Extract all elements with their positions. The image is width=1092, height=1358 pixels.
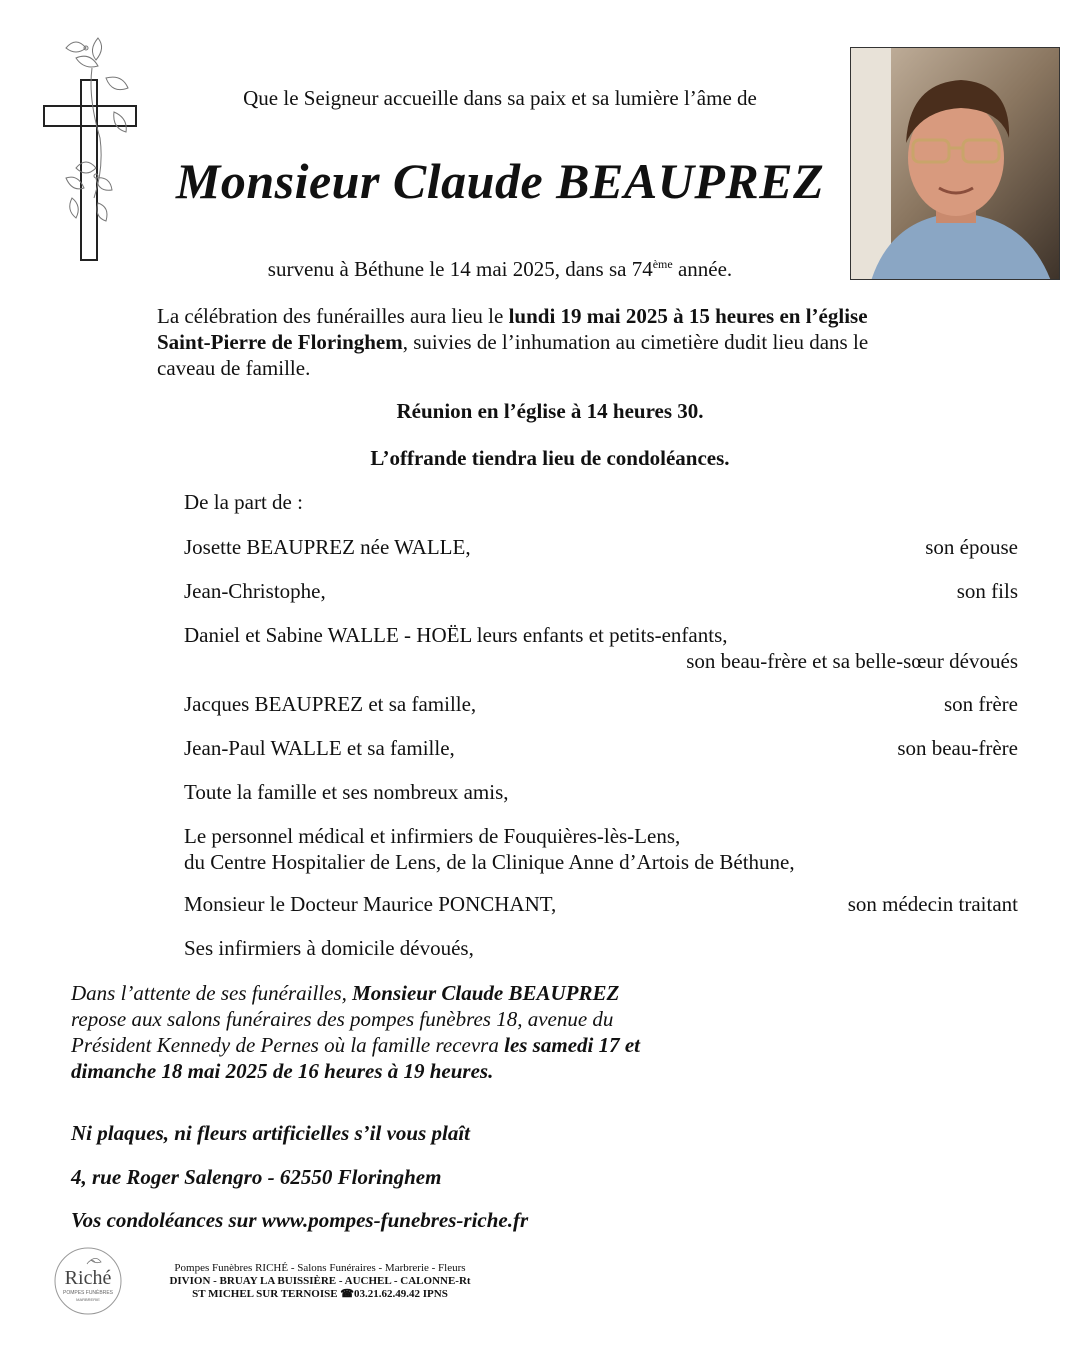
family-row: Daniel et Sabine WALLE - HOËL leurs enfants et petits-enfants, son beau-frère et sa belle-sœur dévoués <box>184 623 1018 673</box>
family-intro: De la part de : <box>184 490 303 514</box>
cross-with-flowers-icon <box>36 28 146 268</box>
riche-logo <box>53 1246 123 1316</box>
family-row: Ses infirmiers à domicile dévoués, <box>184 936 474 960</box>
visitation-paragraph: Dans l’attente de ses funérailles, Monsieur Claude BEAUPREZ repose aux salons funéraires des pompes funèbres 18, avenue du Président Kennedy de Pernes où la famille recevra les samedi 17 et dimanche 18 mai 2025 de 16 heures à 19 heures. <box>71 981 641 1083</box>
family-row: Jean-Christophe, son fils <box>184 579 1018 603</box>
offering-notice: L’offrande tiendra lieu de condoléances. <box>370 446 730 470</box>
portrait-photo <box>850 47 1060 280</box>
family-row: Jacques BEAUPREZ et sa famille, son frère <box>184 692 1018 716</box>
family-row: Toute la famille et ses nombreux amis, <box>184 780 509 804</box>
deceased-name: Monsieur Claude BEAUPREZ <box>175 153 825 209</box>
family-address: 4, rue Roger Salengro - 62550 Floringhem <box>71 1165 442 1189</box>
death-notice: survenu à Béthune le 14 mai 2025, dans sa 74ème année. <box>267 257 733 281</box>
svg-text:MARBRERIE: MARBRERIE <box>76 1297 100 1302</box>
footer-info: Pompes Funèbres RICHÉ - Salons Funéraires - Marbrerie - Fleurs DIVION - BRUAY LA BUISSIÈRE - AUCHEL - CALONNE-Rt ST MICHEL SUR TERNOISE ☎03.21.62.49.42 IPNS <box>169 1262 471 1300</box>
family-row: Le personnel médical et infirmiers de Fouquières-lès-Lens, du Centre Hospitalier de Lens, de la Clinique Anne d’Artois de Béthune, <box>184 824 795 874</box>
family-row: Jean-Paul WALLE et sa famille, son beau-frère <box>184 736 1018 760</box>
condolences-link[interactable]: Vos condoléances sur www.pompes-funebres-riche.fr <box>71 1208 529 1232</box>
svg-text:POMPES FUNÈBRES: POMPES FUNÈBRES <box>62 1290 114 1296</box>
family-row: Monsieur le Docteur Maurice PONCHANT, son médecin traitant <box>184 892 1018 916</box>
ceremony-paragraph: La célébration des funérailles aura lieu le lundi 19 mai 2025 à 15 heures en l’église Saint-Pierre de Floringhem, suivies de l’inhumation au cimetière dudit lieu dans le caveau de famille. <box>157 304 869 380</box>
family-row: Josette BEAUPREZ née WALLE, son épouse <box>184 535 1018 559</box>
intro-text: Que le Seigneur accueille dans sa paix et sa lumière l’âme de <box>243 86 757 110</box>
flowers-note: Ni plaques, ni fleurs artificielles s’il vous plaît <box>71 1121 471 1145</box>
svg-text:Riché: Riché <box>64 1267 112 1289</box>
reunion-notice: Réunion en l’église à 14 heures 30. <box>396 399 704 423</box>
